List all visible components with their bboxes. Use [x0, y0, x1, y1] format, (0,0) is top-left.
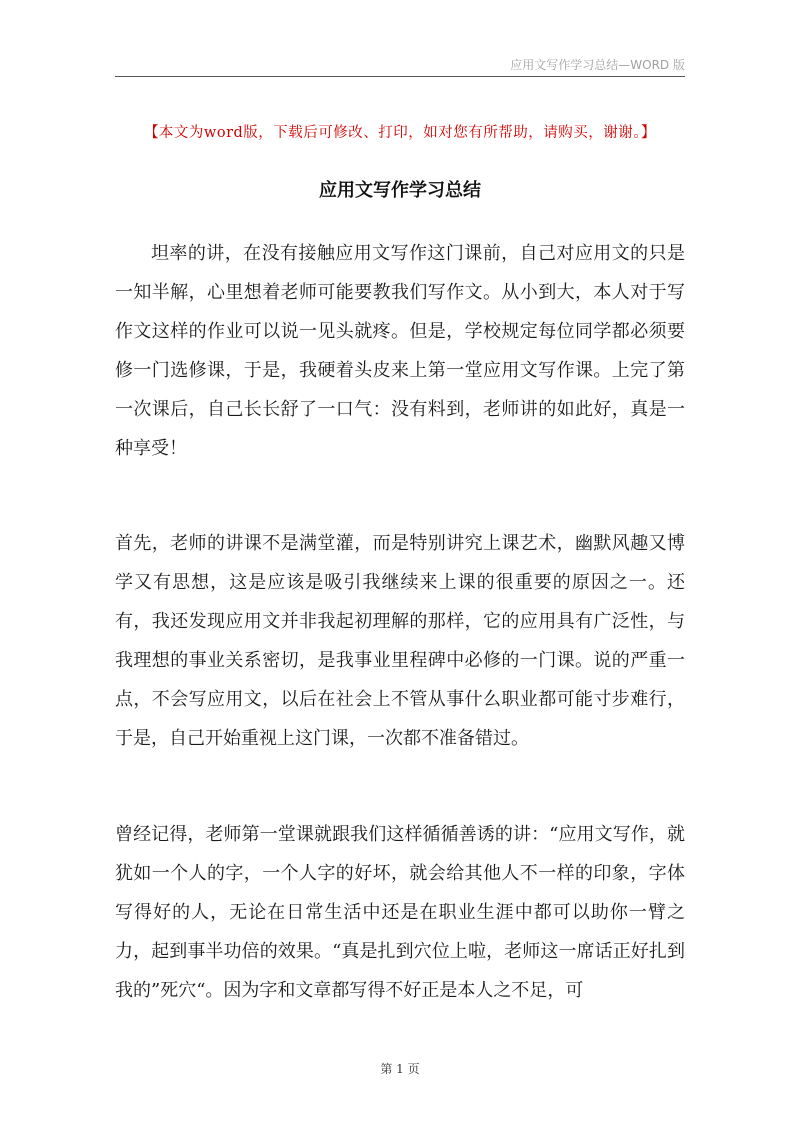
download-notice: 【本文为word版，下载后可修改、打印，如对您有所帮助，请购买，谢谢。】 — [143, 125, 657, 141]
document-title: 应用文写作学习总结 — [319, 180, 481, 201]
page-number: 第 1 页 — [380, 1062, 420, 1076]
paragraph-3: 曾经记得，老师第一堂课就跟我们这样循循善诱的讲：“应用文写作，就犹如一个人的字，一个人字的好坏，就会给其他人不一样的印象，字体写得好的人，无论在日常生活中还是在职业生涯中都可以助你一臂之力，起到事半功倍的效果。“真是扎到穴位上啦，老师这一席话正好扎到我的”死穴“。因为字和文章都写得不好正是本人之不足，可 — [115, 824, 685, 1001]
paragraph-1: 坦率的讲，在没有接触应用文写作这门课前，自己对应用文的只是一知半解，心里想着老师可能要教我们写作文。从小到大，本人对于写作文这样的作业可以说一见头就疼。但是，学校规定每位同学都必须要修一门选修课，于是，我硬着头皮来上第一堂应用文写作课。上完了第一次课后，自己长长舒了一口气：没有料到，老师讲的如此好，真是一种享受！ — [115, 243, 685, 459]
paragraph-2: 首先，老师的讲课不是满堂灌，而是特别讲究上课艺术，幽默风趣又博学又有思想，这是应该是吸引我继续来上课的很重要的原因之一。还有，我还发现应用文并非我起初理解的那样，它的应用具有广泛性，与我理想的事业关系密切，是我事业里程碑中必修的一门课。说的严重一点，不会写应用文，以后在社会上不管从事什么职业都可能寸步难行，于是，自己开始重视上这门课，一次都不准备错过。 — [115, 533, 685, 749]
running-header: 应用文写作学习总结—WORD 版 — [510, 58, 685, 72]
header-divider — [115, 76, 685, 77]
